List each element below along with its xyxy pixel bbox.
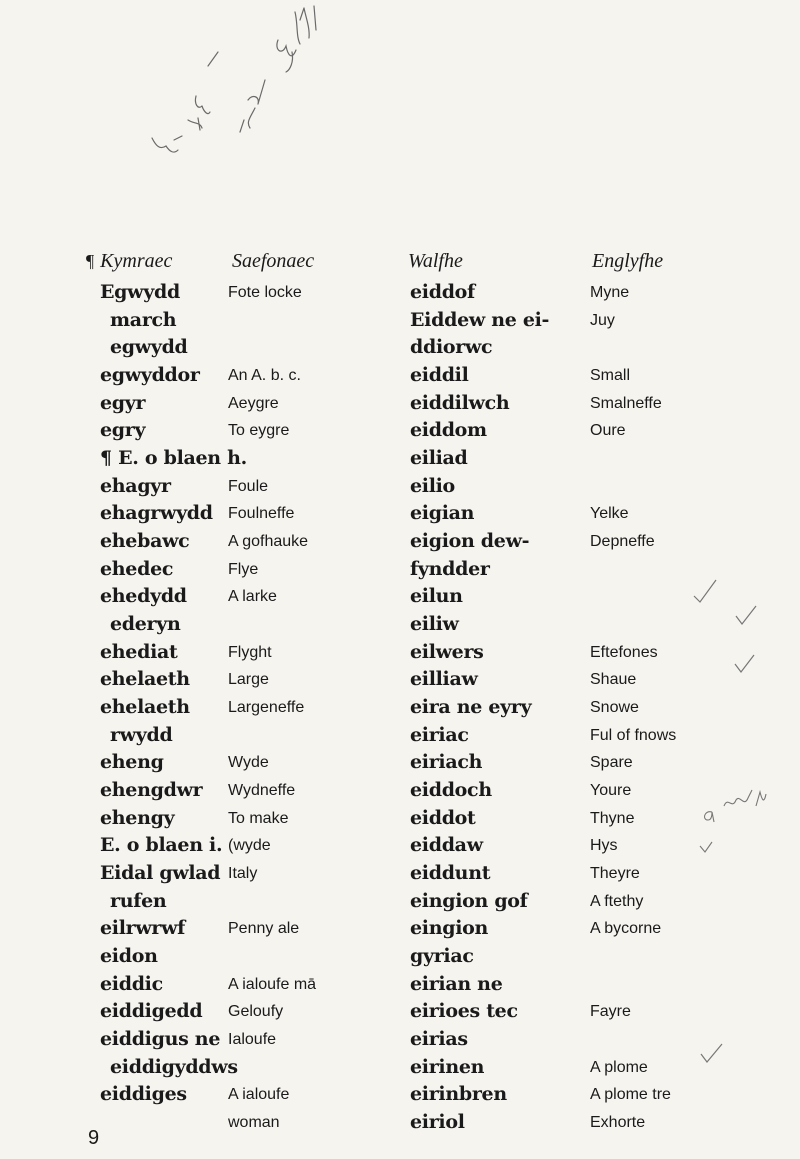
- table-row: [0, 751, 800, 781]
- walfhe-cell: gyriac: [410, 945, 474, 968]
- walfhe-cell: eiliw: [410, 613, 459, 636]
- table-row: [0, 419, 800, 449]
- saefonaec-cell: Flye: [228, 560, 259, 578]
- pilcrow-icon: ¶: [86, 251, 95, 271]
- walfhe-cell: eilliaw: [410, 668, 478, 691]
- walfhe-cell: eiddaw: [410, 834, 483, 857]
- kymraec-cell: egyr: [100, 391, 146, 414]
- kymraec-cell: ehengdwr: [100, 779, 203, 802]
- kymraec-cell: ehediat: [100, 640, 178, 663]
- saefonaec-cell: A ialoufe: [228, 1086, 290, 1104]
- walfhe-cell: eiddil: [410, 364, 469, 386]
- englyfhe-cell: Thyne: [590, 809, 635, 827]
- kymraec-cell: ehedydd: [100, 585, 187, 608]
- table-row: [0, 779, 800, 809]
- walfhe-cell: eigian: [410, 502, 475, 525]
- table-row: [0, 834, 800, 864]
- kymraec-cell: ederyn: [110, 613, 181, 636]
- column-header-kymraec: [86, 250, 172, 273]
- englyfhe-cell: Juy: [590, 311, 615, 329]
- englyfhe-cell: Exhorte: [590, 1114, 646, 1132]
- table-row: [0, 890, 800, 920]
- column-header-saefonaec: Saefonaec: [232, 250, 315, 272]
- walfhe-cell: eirian ne: [410, 972, 503, 995]
- kymraec-cell: Egwydd: [100, 281, 180, 303]
- saefonaec-cell: To make: [228, 809, 289, 827]
- table-row: [0, 668, 800, 698]
- table-row: [0, 724, 800, 754]
- kymraec-cell: rufen: [110, 889, 167, 912]
- handwritten-note-icon: [720, 786, 768, 816]
- saefonaec-cell: A larke: [228, 588, 277, 606]
- englyfhe-cell: A plome tre: [590, 1086, 671, 1104]
- kymraec-cell: eiddic: [100, 972, 163, 995]
- kymraec-cell: eidon: [100, 945, 158, 968]
- englyfhe-cell: Spare: [590, 754, 633, 772]
- saefonaec-cell: A gofhauke: [228, 533, 309, 551]
- englyfhe-cell: Youre: [590, 782, 632, 800]
- walfhe-cell: eigion dew-: [410, 530, 530, 553]
- column-header-englyfhe: Englyfhe: [592, 250, 664, 272]
- table-row: [0, 945, 800, 975]
- saefonaec-cell: To eygre: [228, 422, 290, 440]
- table-row: [0, 309, 800, 339]
- table-row: [0, 281, 800, 311]
- saefonaec-cell: Wyde: [228, 754, 269, 772]
- table-row: [0, 917, 800, 947]
- kymraec-cell: march: [110, 308, 177, 331]
- walfhe-cell: eirias: [410, 1028, 468, 1051]
- kymraec-cell: ehebawc: [100, 530, 190, 553]
- walfhe-cell: eiddom: [410, 419, 487, 442]
- walfhe-cell: eira ne eyry: [410, 696, 532, 719]
- table-row: [0, 1111, 800, 1141]
- kymraec-cell: eiddigedd: [100, 1000, 203, 1023]
- table-row: [0, 502, 800, 532]
- check-mark-icon: [698, 840, 714, 856]
- kymraec-cell: eilrwrwf: [100, 917, 186, 940]
- table-row: [0, 392, 800, 422]
- kymraec-cell: ehedec: [100, 557, 174, 580]
- column-header-walfhe: Walfhe: [408, 250, 463, 272]
- saefonaec-cell: Penny ale: [228, 920, 300, 938]
- kymraec-cell: eiddigyddws: [110, 1055, 238, 1078]
- walfhe-cell: fyndder: [410, 557, 490, 580]
- walfhe-cell: eingion: [410, 917, 489, 940]
- kymraec-cell: ehelaeth: [100, 696, 190, 719]
- englyfhe-cell: Depneffe: [590, 533, 655, 551]
- check-mark-icon: [698, 1040, 726, 1068]
- englyfhe-cell: Snowe: [590, 699, 639, 717]
- table-row: [0, 336, 800, 366]
- englyfhe-cell: Hys: [590, 837, 618, 855]
- kymraec-cell: eiddiges: [100, 1083, 187, 1106]
- kymraec-cell: eheng: [100, 751, 164, 774]
- englyfhe-cell: Ful of fnows: [590, 726, 677, 744]
- table-row: [0, 475, 800, 505]
- check-mark-icon: [732, 652, 758, 678]
- walfhe-cell: eingion gof: [410, 889, 528, 912]
- table-row: [0, 1000, 800, 1030]
- kymraec-cell: ehagyr: [100, 474, 171, 497]
- saefonaec-cell: Largeneffe: [228, 699, 305, 717]
- table-row: [0, 973, 800, 1003]
- englyfhe-cell: Shaue: [590, 671, 637, 689]
- saefonaec-cell: woman: [228, 1114, 280, 1132]
- kymraec-cell: egwyddor: [100, 364, 200, 386]
- saefonaec-cell: An A. b. c.: [228, 367, 301, 384]
- englyfhe-cell: Yelke: [590, 505, 629, 523]
- table-row: [0, 1056, 800, 1086]
- saefonaec-cell: Fote locke: [228, 284, 302, 301]
- englyfhe-cell: Theyre: [590, 865, 640, 883]
- walfhe-cell: eirioes tec: [410, 1000, 518, 1023]
- saefonaec-cell: Flyght: [228, 643, 272, 661]
- englyfhe-cell: Eftefones: [590, 643, 658, 661]
- walfhe-cell: eilun: [410, 585, 463, 608]
- table-row: [0, 447, 800, 477]
- kymraec-cell: eiddigus ne: [100, 1028, 221, 1051]
- walfhe-cell: ddiorwc: [410, 336, 493, 359]
- table-row: [0, 530, 800, 560]
- saefonaec-cell: Geloufy: [228, 1003, 284, 1021]
- table-row: [0, 641, 800, 671]
- walfhe-cell: eiliad: [410, 447, 468, 470]
- walfhe-cell: eirinbren: [410, 1083, 507, 1106]
- kymraec-cell: Eidal gwlad: [100, 862, 221, 885]
- kymraec-cell: ehelaeth: [100, 668, 190, 691]
- walfhe-cell: eiddilwch: [410, 391, 510, 414]
- walfhe-cell: eiriach: [410, 751, 483, 774]
- saefonaec-cell: (wyde: [228, 837, 271, 855]
- kymraec-cell: ehengy: [100, 806, 175, 829]
- kymraec-cell: E. o blaen i.: [100, 834, 223, 857]
- walfhe-cell: eiddunt: [410, 862, 491, 885]
- table-row: [0, 1028, 800, 1058]
- walfhe-cell: eilwers: [410, 640, 484, 663]
- saefonaec-cell: Foule: [228, 477, 269, 495]
- walfhe-cell: eiddof: [410, 281, 475, 303]
- englyfhe-cell: Fayre: [590, 1003, 631, 1021]
- kymraec-cell: egwydd: [110, 336, 188, 359]
- englyfhe-cell: A bycorne: [590, 920, 662, 938]
- saefonaec-cell: Wydneffe: [228, 782, 296, 800]
- check-mark-icon: [690, 576, 720, 606]
- saefonaec-cell: Aeygre: [228, 394, 279, 412]
- walfhe-cell: eirinen: [410, 1055, 485, 1078]
- handwritten-scribble: [60, 0, 420, 200]
- table-row: [0, 862, 800, 892]
- saefonaec-cell: Ialoufe: [228, 1031, 277, 1049]
- header-label: Kymraec: [100, 250, 173, 272]
- check-mark-icon: [732, 602, 760, 630]
- table-row: [0, 364, 800, 394]
- walfhe-cell: eilio: [410, 474, 455, 497]
- handwritten-mark-icon: [698, 806, 718, 826]
- saefonaec-cell: Large: [228, 671, 269, 689]
- saefonaec-cell: A ialoufe mā: [228, 975, 317, 993]
- englyfhe-cell: A ftethy: [590, 892, 644, 910]
- saefonaec-cell: Italy: [228, 865, 258, 883]
- table-row: [0, 613, 800, 643]
- walfhe-cell: eiddot: [410, 806, 476, 829]
- englyfhe-cell: Small: [590, 367, 631, 384]
- table-row: [0, 585, 800, 615]
- kymraec-cell: ehagrwydd: [100, 502, 213, 525]
- page-number: 9: [88, 1127, 100, 1149]
- kymraec-cell: egry: [100, 419, 146, 442]
- walfhe-cell: eiriac: [410, 723, 469, 746]
- englyfhe-cell: Smalneffe: [590, 394, 662, 412]
- englyfhe-cell: A plome: [590, 1058, 648, 1076]
- kymraec-cell: rwydd: [110, 723, 173, 746]
- walfhe-cell: eiddoch: [410, 779, 492, 802]
- englyfhe-cell: Oure: [590, 422, 626, 440]
- kymraec-cell: ¶ E. o blaen h.: [100, 447, 247, 470]
- walfhe-cell: Eiddew ne ei-: [410, 308, 550, 331]
- walfhe-cell: eiriol: [410, 1111, 465, 1134]
- table-row: [0, 558, 800, 588]
- table-row: [0, 696, 800, 726]
- englyfhe-cell: Myne: [590, 284, 630, 301]
- saefonaec-cell: Foulneffe: [228, 505, 295, 523]
- table-row: [0, 1083, 800, 1113]
- table-row: [0, 807, 800, 837]
